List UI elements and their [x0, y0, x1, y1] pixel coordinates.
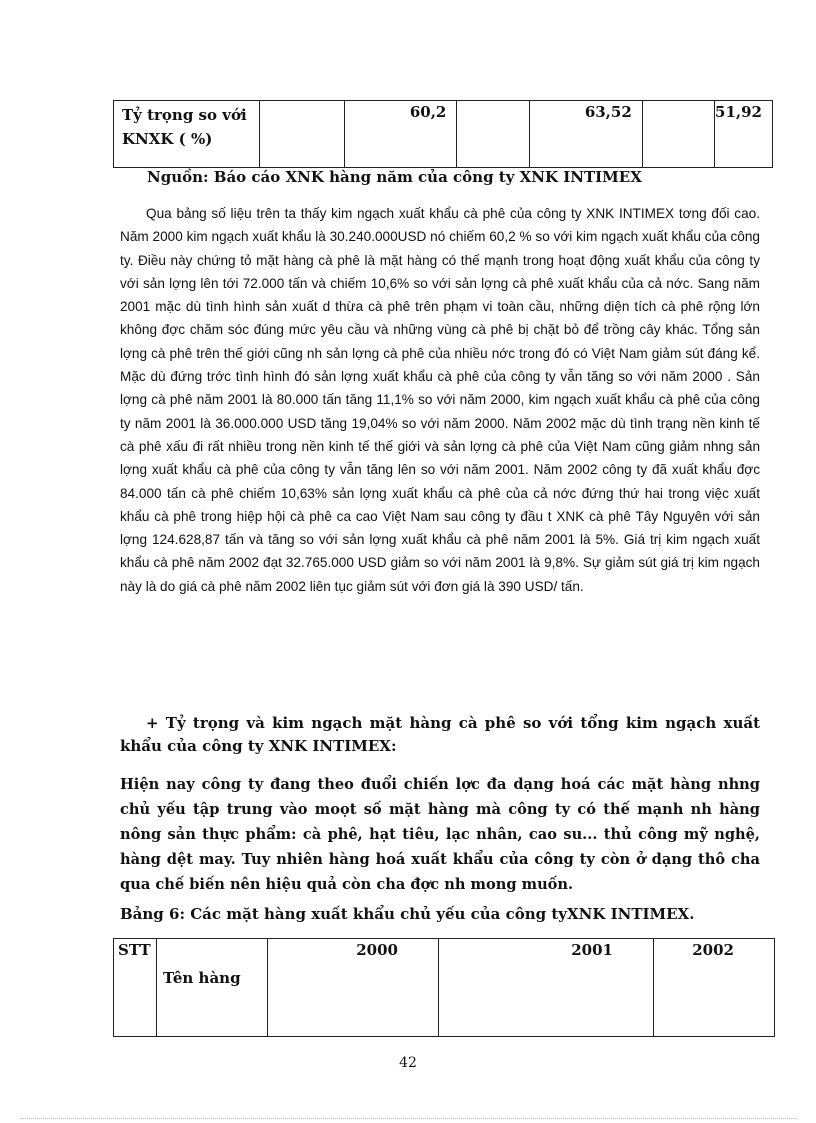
value-2000: 60,2	[344, 101, 457, 168]
table-header-row	[114, 939, 775, 1037]
row-label: Tỷ trọng so với KNXK ( %)	[114, 101, 260, 168]
paragraph-text: Qua bảng số liệu trên ta thấy kim ngạch xuất khẩu cà phê của công ty XNK INTIMEX tơng đối cao. Năm 2000 kim ngạch xuất khẩu là 30.240.000USD nó chiếm 60,2 % so với kim ngạch xuất khẩu của công ty. Điều này chứng tỏ mặt hàng cà phê là mặt hàng có thế mạnh trong hoạt động xuất khẩu của công ty với sản lợng lên tới 72.000 tấn và chiếm 10,6% so với sản lợng cà phê xuất khẩu của cả nớc. Sang năm 2001 mặc dù tình hình sản xuất d thừa cà phê trên phạm vi toàn cầu, những diện tích cà phê rộng lớn không đợc chăm sóc đúng mức yêu cầu và những vùng cà phê bị chặt bỏ để trồng cây khác. Tổng sản lợng cà phê trên thế giới cũng nh sản lợng cà phê của nhiều nớc trong đó có Việt Nam giảm sút đáng kể. Mặc dù đứng trớc tình hình đó sản lợng xuất khẩu cà phê của công ty vẫn tăng so với năm 2000 . Sản lợng cà phê năm 2001 là 80.000 tấn tăng 11,1% so với năm 2000, kim ngạch xuất khẩu cà phê của công ty năm 2001 là 36.000.000 USD tăng 19,04% so với năm 2000. Năm 2002 mặc dù tình trạng nền kinh tế cà phê xấu đi rất nhiều trong nền kinh tế thế giới và sản lợng cà phê của Việt Nam cũng giảm nhng sản lợng xuất khẩu cà phê của công ty vẫn tăng lên so với năm 2001. Năm 2002 công ty đã xuất khẩu đợc 84.000 tấn cà phê chiếm 10,63% sản lợng xuất khẩu cà phê của cả nớc đứng thứ hai trong việc xuất khẩu cà phê trong hiệp hội cà phê ca cao Việt Nam sau công ty đầu t XNK cà phê Tây Nguyên với sản lợng 124.628,87 tấn và tăng so với sản lợng xuất khẩu cà phê năm 2001 là 5%. Giá trị kim ngạch xuất khẩu cà phê năm 2002 đạt 32.765.000 USD giảm so với năm 2001 là 9,8%. Sự giảm sút giá trị kim ngạch này là do giá cà phê năm 2002 liên tục giảm sút với đơn giá là 390 USD/ tấn.	[120, 206, 760, 594]
table-cell-empty	[259, 101, 344, 168]
value-2001: 63,52	[529, 101, 642, 168]
header-year-2002: 2002	[654, 939, 775, 1037]
header-year-2000: 2000	[268, 939, 439, 1037]
share-table	[113, 100, 773, 168]
products-table	[113, 938, 775, 1037]
page-divider	[20, 1118, 796, 1119]
header-stt: STT	[114, 939, 157, 1037]
table-cell-empty	[642, 101, 714, 168]
analysis-paragraph	[120, 202, 760, 598]
source-note: Nguồn: Báo cáo XNK hàng năm của công ty XNK INTIMEX	[147, 168, 642, 186]
heading-text: + Tỷ trọng và kim ngạch mặt hàng cà phê so với tổng kim ngạch xuất khẩu của công ty XNK INTIMEX:	[120, 714, 760, 755]
section-heading	[120, 712, 760, 758]
page-number: 42	[399, 1055, 417, 1071]
header-year-2001: 2001	[439, 939, 654, 1037]
value-2002: 51,92	[715, 101, 773, 168]
intro-paragraph: Hiện nay công ty đang theo đuổi chiến lợc đa dạng hoá các mặt hàng nhng chủ yếu tập trung vào moọt số mặt hàng mà công ty có thế mạnh nh hàng nông sản thực phẩm: cà phê, hạt tiêu, lạc nhân, cao su... thủ công mỹ nghệ, hàng dệt may. Tuy nhiên hàng hoá xuất khẩu của công ty còn ở dạng thô cha qua chế biến nên hiệu quả còn cha đợc nh mong muốn.	[120, 776, 760, 893]
table-row	[114, 101, 773, 168]
header-product-name: Tên hàng	[157, 939, 268, 1037]
table-cell-empty	[457, 101, 529, 168]
table-caption: Bảng 6: Các mặt hàng xuất khẩu chủ yếu của công tyXNK INTIMEX.	[120, 905, 695, 923]
